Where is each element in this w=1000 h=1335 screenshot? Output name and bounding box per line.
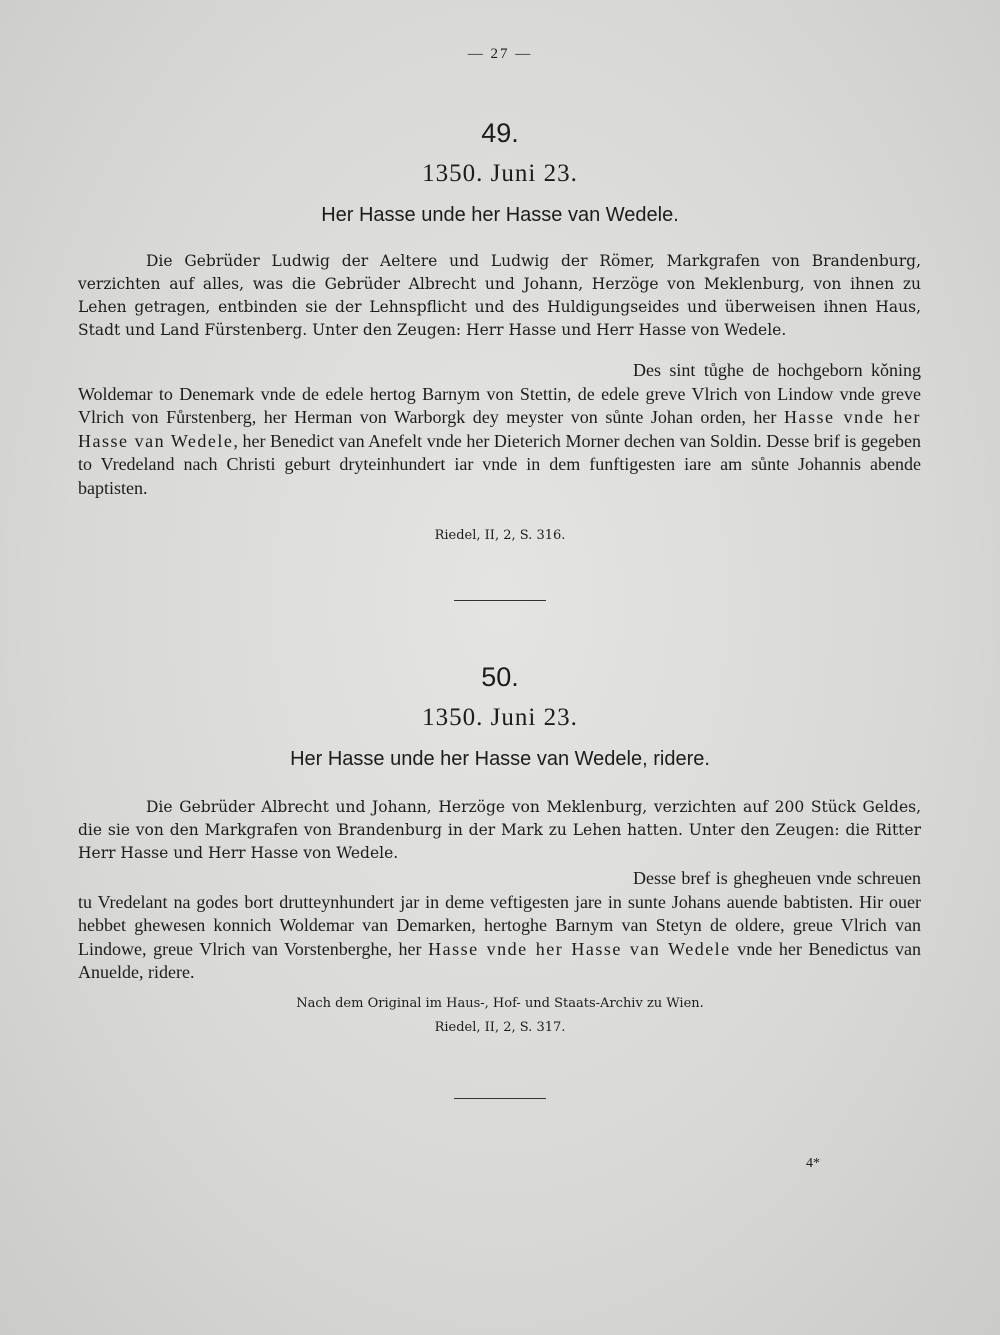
document-number-49: 49.: [481, 118, 519, 148]
section-divider: [454, 600, 546, 601]
summary-50: Die Gebrüder Albrecht und Johann, Herzöge von Meklenburg, verzichten auf 200 Stück Geldes, die sie von den Markgrafen von Brandenburg in der Mark zu Lehen hatten. Unter den Zeugen: die Ritter Herr Hasse und Herr Hasse von Wedele.: [78, 798, 921, 862]
source-50-archive: Nach dem Original im Haus-, Hof- und Staats-Archiv zu Wien.: [296, 996, 704, 1011]
charter-text-50: [78, 867, 921, 985]
source-49: Riedel, II, 2, S. 316.: [434, 528, 566, 543]
source-50-riedel: Riedel, II, 2, S. 317.: [434, 1020, 566, 1035]
document-title-49: Her Hasse unde her Hasse van Wedele.: [321, 204, 679, 226]
signature-mark: 4*: [806, 1156, 820, 1171]
document-date-49: 1350. Juni 23.: [422, 160, 578, 187]
page-number: — 27 —: [467, 46, 533, 62]
charter-text-49-names: Hasse vnde her Hasse van Wedele: [78, 407, 921, 451]
section-divider-end: [454, 1098, 546, 1099]
charter-text-49: [78, 359, 921, 500]
charter-text-50-names: Hasse vnde her Hasse van Wedele: [428, 938, 731, 959]
charter-text-50-part1: Desse bref is ghegheuen vnde schreuen tu Vredelant na godes bort drutteynhundert jar in deme veftigesten jare in sunte Johans auende babtisten. Hir ouer hebbet ghewesen konnich Woldemar van Demarken, hertoghe Barnym van Stetyn de oldere, greue Vlrich van Lindowe, greue Vlrich van Vorstenberghe, her: [78, 868, 921, 959]
charter-text-49-part1: Des sint tůghe de hochgeborn kǒning Woldemar to Denemark vnde de edele hertog Barnym von Stettin, de edele greve Vlrich von Lindow vnde greve Vlrich von Fůrstenberg, her Herman von Warborgk dey meyster von sůnte Johan orden, her: [78, 360, 921, 427]
charter-text-49-part2: , her Benedict van Anefelt vnde her Dieterich Morner dechen van Soldin. Desse brif is gegeben to Vredeland nach Christi geburt dryteinhundert iar vnde in dem funftigesten iare am sůnte Johannis abende baptisten.: [78, 430, 921, 498]
document-number-50: 50.: [481, 662, 519, 692]
document-title-50: Her Hasse unde her Hasse van Wedele, ridere.: [290, 748, 710, 770]
charter-text-50-part2: vnde her Benedictus van Anuelde, ridere.: [78, 938, 921, 982]
summary-49: Die Gebrüder Ludwig der Aeltere und Ludwig der Römer, Markgrafen von Brandenburg, verzichten auf alles, was die Gebrüder Albrecht und Johann, Herzöge von Meklenburg, von ihnen zu Lehen getragen, entbinden sie der Lehnspflicht und des Huldigungseides und überweisen ihnen Haus, Stadt und Land Fürstenberg. Unter den Zeugen: Herr Hasse und Herr Hasse von Wedele.: [78, 252, 921, 339]
document-date-50: 1350. Juni 23.: [422, 704, 578, 731]
